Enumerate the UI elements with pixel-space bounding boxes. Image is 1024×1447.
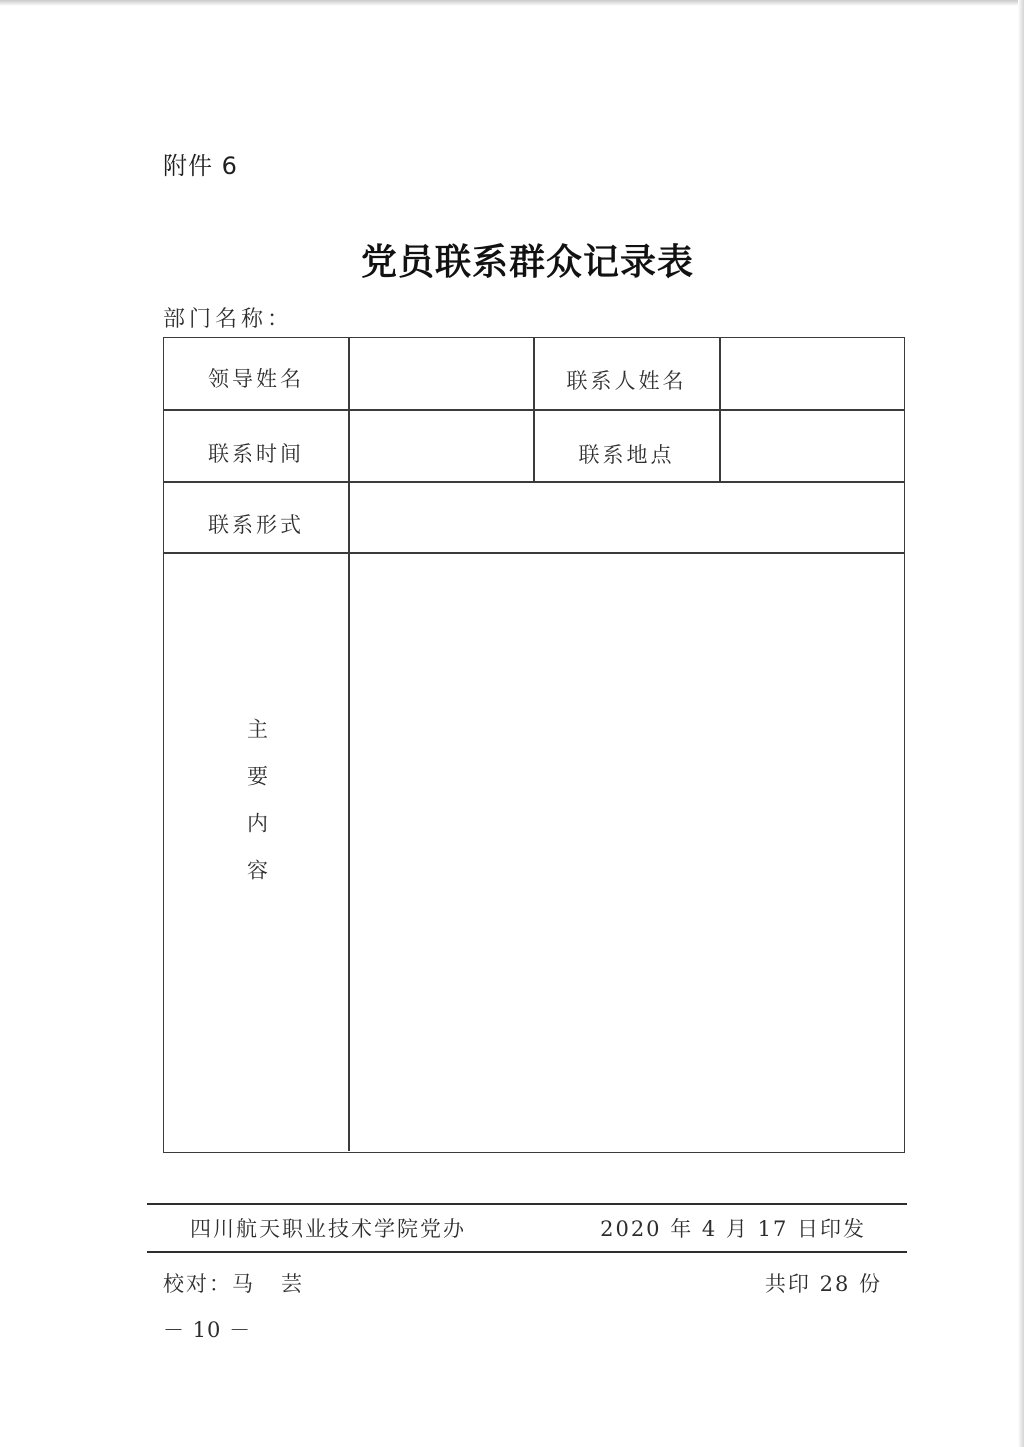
issuer-name: 四川航天职业技术学院党办 xyxy=(190,1217,466,1241)
proofreader: 校对：马 芸 xyxy=(163,1272,305,1296)
main-content-label: 主要内容 xyxy=(244,718,269,906)
contact-record-form xyxy=(163,337,905,1153)
contact-time-label: 联系时间 xyxy=(208,442,304,466)
form-title: 党员联系群众记录表 xyxy=(360,242,694,283)
contact-place-field[interactable] xyxy=(721,411,904,481)
footer-top-rule xyxy=(147,1203,907,1205)
scan-edge-right xyxy=(1018,0,1024,1447)
issue-date: 2020 年 4 月 17 日印发 xyxy=(600,1217,866,1241)
leader-name-label: 领导姓名 xyxy=(208,367,304,391)
page-number: － 10 － xyxy=(163,1318,252,1342)
footer-bottom-rule xyxy=(147,1251,907,1253)
contact-person-label: 联系人姓名 xyxy=(566,369,687,393)
contact-time-field[interactable] xyxy=(350,411,533,481)
scan-edge-top xyxy=(0,0,1024,6)
contact-form-label: 联系形式 xyxy=(208,513,304,537)
contact-form-field[interactable] xyxy=(350,483,904,552)
contact-person-field[interactable] xyxy=(721,338,904,409)
contact-place-label: 联系地点 xyxy=(578,443,675,467)
leader-name-field[interactable] xyxy=(350,338,533,409)
copies-count: 共印 28 份 xyxy=(764,1272,882,1296)
main-content-field[interactable] xyxy=(350,554,904,1151)
attachment-label: 附件 6 xyxy=(163,152,238,180)
department-label: 部门名称： xyxy=(163,307,294,332)
